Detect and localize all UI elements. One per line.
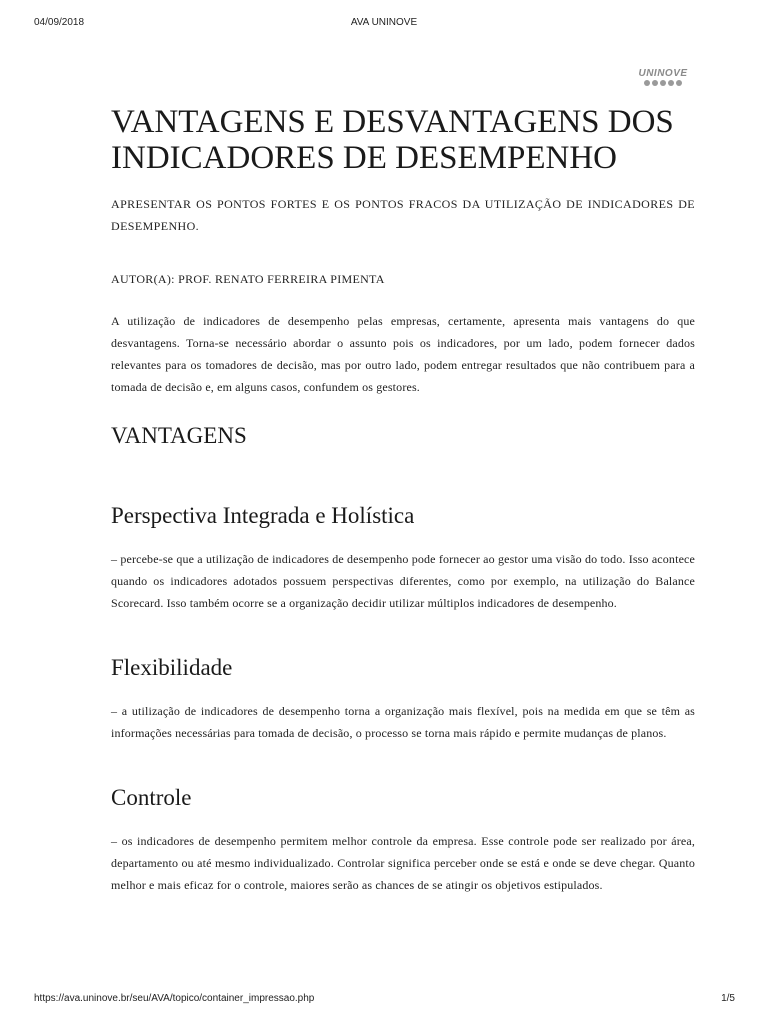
document-content xyxy=(111,104,695,896)
subsection-text-flexibilidade: – a utilização de indicadores de desempenho torna a organização mais flexível, pois na medida em que se têm as informações necessárias para tomada de decisão, o processo se torna mais rápido e permite mudanças de planos. xyxy=(111,704,695,740)
logo-dot xyxy=(676,80,682,86)
subsection-heading-controle: Controle xyxy=(111,785,192,810)
page-subtitle: APRESENTAR OS PONTOS FORTES E OS PONTOS FRACOS DA UTILIZAÇÃO DE INDICADORES DE DESEMPENHO. xyxy=(111,197,695,233)
logo-dot xyxy=(660,80,666,86)
print-header xyxy=(0,17,768,31)
logo-text: UNINOVE xyxy=(638,68,688,79)
print-site-title: AVA UNINOVE xyxy=(350,17,418,28)
print-date: 04/09/2018 xyxy=(34,17,85,28)
logo-dots xyxy=(637,80,689,86)
page-title: VANTAGENS E DESVANTAGENS DOS INDICADORES DE DESEMPENHO xyxy=(111,104,674,176)
logo-dot xyxy=(668,80,674,86)
logo-dot xyxy=(644,80,650,86)
print-page-number: 1/5 xyxy=(721,993,735,1004)
print-url: https://ava.uninove.br/seu/AVA/topico/container_impressao.php xyxy=(34,993,315,1004)
uninove-logo xyxy=(637,68,689,86)
section-heading-vantagens: VANTAGENS xyxy=(111,423,247,448)
subsection-text-controle: – os indicadores de desempenho permitem melhor controle da empresa. Esse controle pode ser realizado por área, departamento ou até mesmo individualizado. Controlar significa perceber onde se está e onde se deve chegar. Quanto melhor e mais eficaz for o controle, maiores serão as chances de se atingir os objetivos estipulados. xyxy=(111,834,695,892)
subsection-heading-flexibilidade: Flexibilidade xyxy=(111,655,233,680)
subsection-heading-perspectiva: Perspectiva Integrada e Holística xyxy=(111,503,415,528)
intro-paragraph: A utilização de indicadores de desempenho pelas empresas, certamente, apresenta mais vantagens do que desvantagens. Torna-se necessário abordar o assunto pois os indicadores, por um lado, podem fornecer dados relevantes para os tomadores de decisão, mas por outro lado, podem entregar resultados que não contribuem para a tomada de decisão e, em alguns casos, confundem os gestores. xyxy=(111,314,695,394)
logo-dot xyxy=(652,80,658,86)
subsection-text-perspectiva: – percebe-se que a utilização de indicadores de desempenho pode fornecer ao gestor uma visão do todo. Isso acontece quando os indicadores adotados possuem perspectivas diferentes, como por exemplo, na utilização do Balance Scorecard. Isso também ocorre se a organização decidir utilizar múltiplos indicadores de desempenho. xyxy=(111,552,695,610)
author-line: AUTOR(A): PROF. RENATO FERREIRA PIMENTA xyxy=(111,272,385,286)
print-footer xyxy=(0,993,768,1007)
